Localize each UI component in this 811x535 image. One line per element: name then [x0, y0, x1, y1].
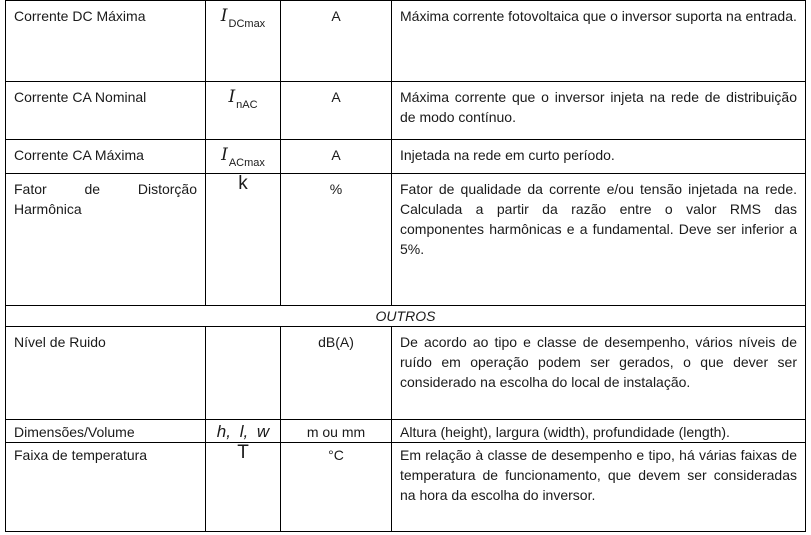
parameter-unit: m ou mm — [281, 420, 392, 443]
table-row — [6, 140, 806, 174]
parameter-description: De acordo ao tipo e classe de desempenho, vários níveis de ruído em operação podem ser gerados, o que dever ser considerado na escolha do local de instalação. — [392, 327, 806, 420]
parameter-unit: A — [281, 1, 392, 82]
section-title: OUTROS — [6, 306, 806, 327]
parameter-unit: °C — [281, 443, 392, 532]
parameter-name: Corrente CA Máxima — [6, 140, 206, 174]
table-row — [6, 1, 806, 82]
section-row — [6, 306, 806, 327]
parameter-symbol — [206, 327, 281, 420]
parameter-unit: A — [281, 82, 392, 140]
parameter-description: Altura (height), largura (width), profundidade (length). — [392, 420, 806, 443]
parameter-unit: dB(A) — [281, 327, 392, 420]
symbol-main: I — [221, 145, 228, 165]
parameter-description: Injetada na rede em curto período. — [392, 140, 806, 174]
parameter-description: Máxima corrente que o inversor injeta na rede de distribuição de modo contínuo. — [392, 82, 806, 140]
parameter-unit: % — [281, 174, 392, 306]
parameter-symbol — [206, 1, 281, 82]
parameter-name: Corrente CA Nominal — [6, 82, 206, 140]
parameter-symbol — [206, 140, 281, 174]
parameter-unit: A — [281, 140, 392, 174]
parameter-symbol: k — [206, 174, 281, 306]
table-row — [6, 174, 806, 306]
symbol-subscript: ACmax — [228, 157, 265, 169]
symbol-main: I — [228, 87, 236, 107]
symbol-subscript: DCmax — [228, 18, 266, 30]
parameter-symbol — [206, 82, 281, 140]
parameter-name: Dimensões/Volume — [6, 420, 206, 443]
parameters-table — [5, 0, 806, 532]
parameter-name: Corrente DC Máxima — [6, 1, 206, 82]
parameter-description: Em relação à classe de desempenho e tipo, há várias faixas de temperatura de funcionamento, que devem ser consideradas na hora da escolha do inversor. — [392, 443, 806, 532]
table-row — [6, 443, 806, 532]
parameter-symbol: T — [206, 443, 281, 532]
table-row — [6, 420, 806, 443]
parameter-symbol: h, l, w — [206, 420, 281, 443]
parameter-description: Fator de qualidade da corrente e/ou tensão injetada na rede. Calculada a partir da razão entre o valor RMS das componentes harmônicas e a fundamental. Deve ser inferior a 5%. — [392, 174, 806, 306]
parameter-name: Fator de Distorção Harmônica — [6, 174, 206, 306]
symbol-subscript: nAC — [236, 99, 258, 111]
symbol-main: I — [220, 6, 228, 26]
parameter-name: Faixa de temperatura — [6, 443, 206, 532]
table-row — [6, 327, 806, 420]
parameter-description: Máxima corrente fotovoltaica que o inversor suporta na entrada. — [392, 1, 806, 82]
parameter-name: Nível de Ruido — [6, 327, 206, 420]
table-row — [6, 82, 806, 140]
